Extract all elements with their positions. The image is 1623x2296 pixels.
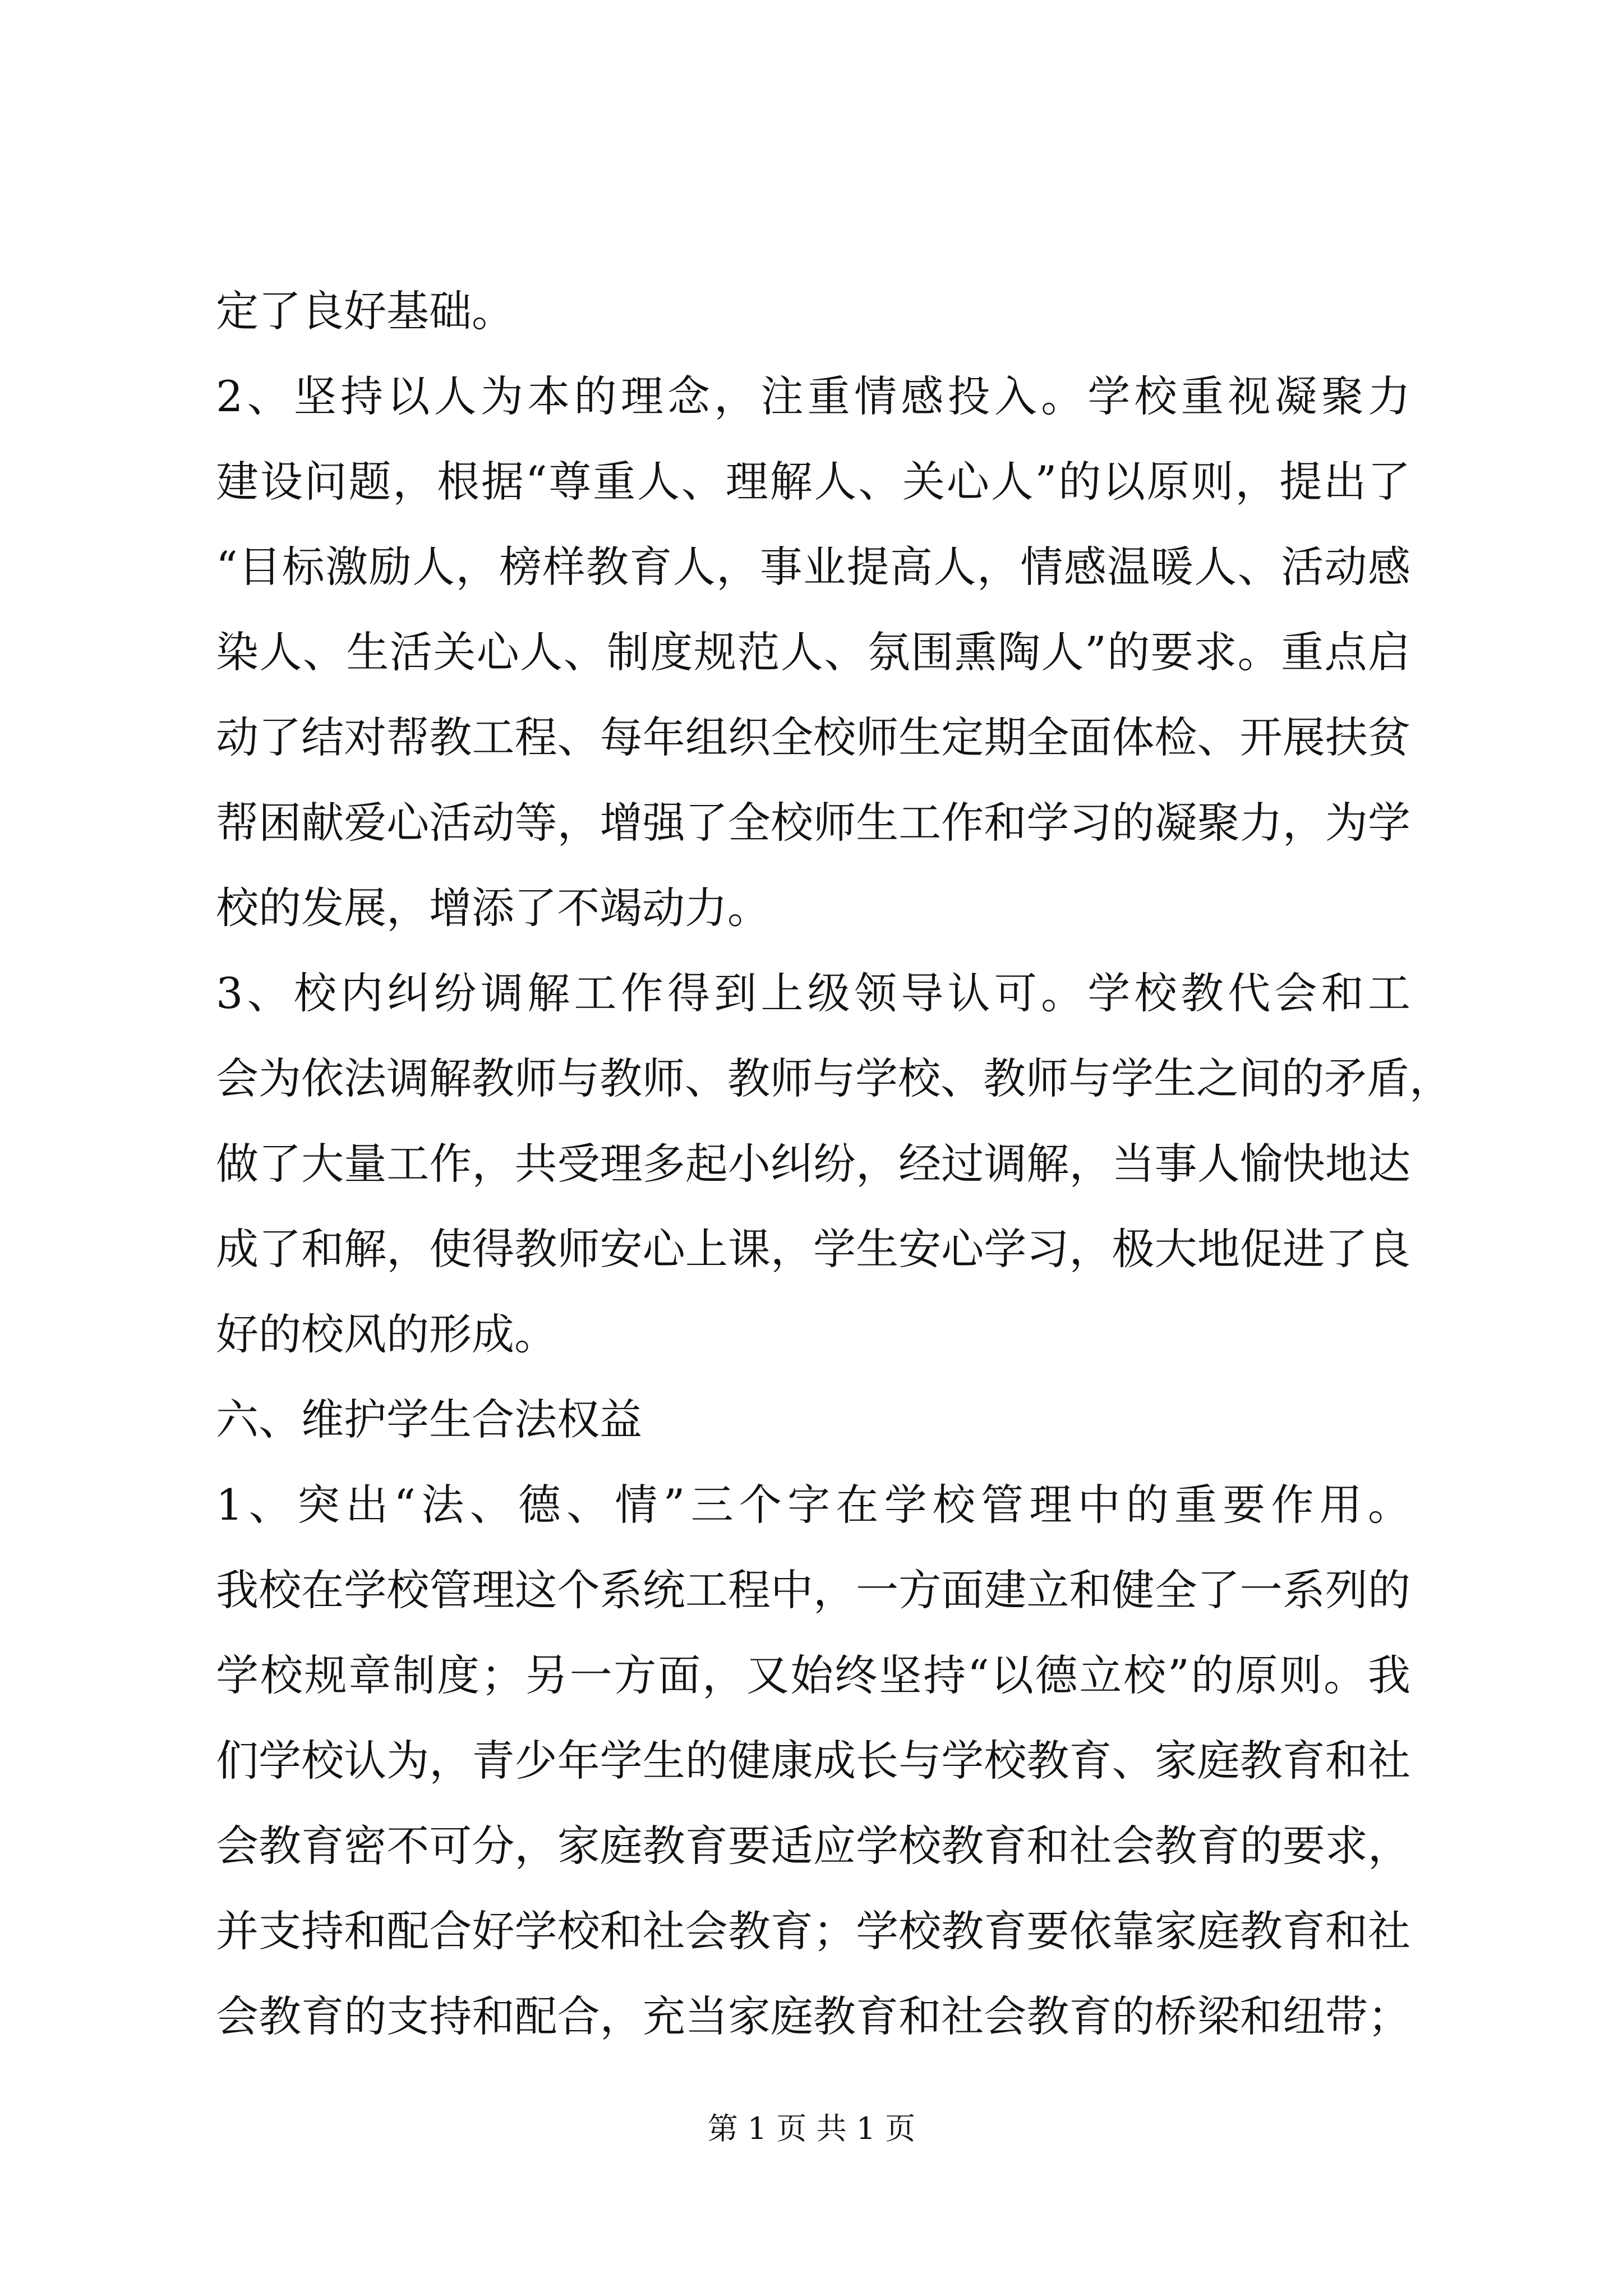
text-line: 我校在学校管理这个系统工程中，一方面建立和健全了一系列的 — [216, 1565, 1410, 1615]
text-line: 动了结对帮教工程、每年组织全校师生定期全面体检、开展扶贫 — [216, 712, 1410, 762]
text-line: 建设问题，根据“尊重人、理解人、关心人”的以原则，提出了 — [216, 457, 1410, 507]
text-line: 校的发展，增添了不竭动力。 — [216, 883, 770, 933]
text-line: 染人、生活关心人、制度规范人、氛围熏陶人”的要求。重点启 — [216, 627, 1410, 677]
text-line: “目标激励人，榜样教育人，事业提高人，情感温暖人、活动感 — [216, 542, 1410, 592]
text-line: 并支持和配合好学校和社会教育；学校教育要依靠家庭教育和社 — [216, 1906, 1410, 1956]
text-line: 会教育的支持和配合，充当家庭教育和社会教育的桥梁和纽带； — [216, 1991, 1410, 2041]
text-line: 会教育密不可分，家庭教育要适应学校教育和社会教育的要求， — [216, 1821, 1410, 1871]
text-line: 会为依法调解教师与教师、教师与学校、教师与学生之间的矛盾， — [216, 1053, 1452, 1103]
text-line: 2、坚持以人为本的理念，注重情感投入。学校重视凝聚力 — [216, 371, 1410, 421]
text-line: 做了大量工作，共受理多起小纠纷，经过调解，当事人愉快地达 — [216, 1139, 1410, 1189]
text-line: 帮困献爱心活动等，增强了全校师生工作和学习的凝聚力，为学 — [216, 798, 1410, 848]
text-line: 定了良好基础。 — [216, 286, 514, 336]
text-line: 1、突出“法、德、情”三个字在学校管理中的重要作用。 — [216, 1480, 1410, 1530]
text-line: 成了和解，使得教师安心上课，学生安心学习，极大地促进了良 — [216, 1224, 1410, 1274]
section-heading: 六、维护学生合法权益 — [216, 1395, 642, 1444]
text-line: 学校规章制度；另一方面，又始终坚持“以德立校”的原则。我 — [216, 1650, 1410, 1700]
text-line: 好的校风的形成。 — [216, 1309, 557, 1359]
page-footer: 第 1 页 共 1 页 — [707, 2111, 916, 2146]
text-line: 们学校认为，青少年学生的健康成长与学校教育、家庭教育和社 — [216, 1736, 1410, 1786]
text-line: 3、校内纠纷调解工作得到上级领导认可。学校教代会和工 — [216, 968, 1410, 1018]
